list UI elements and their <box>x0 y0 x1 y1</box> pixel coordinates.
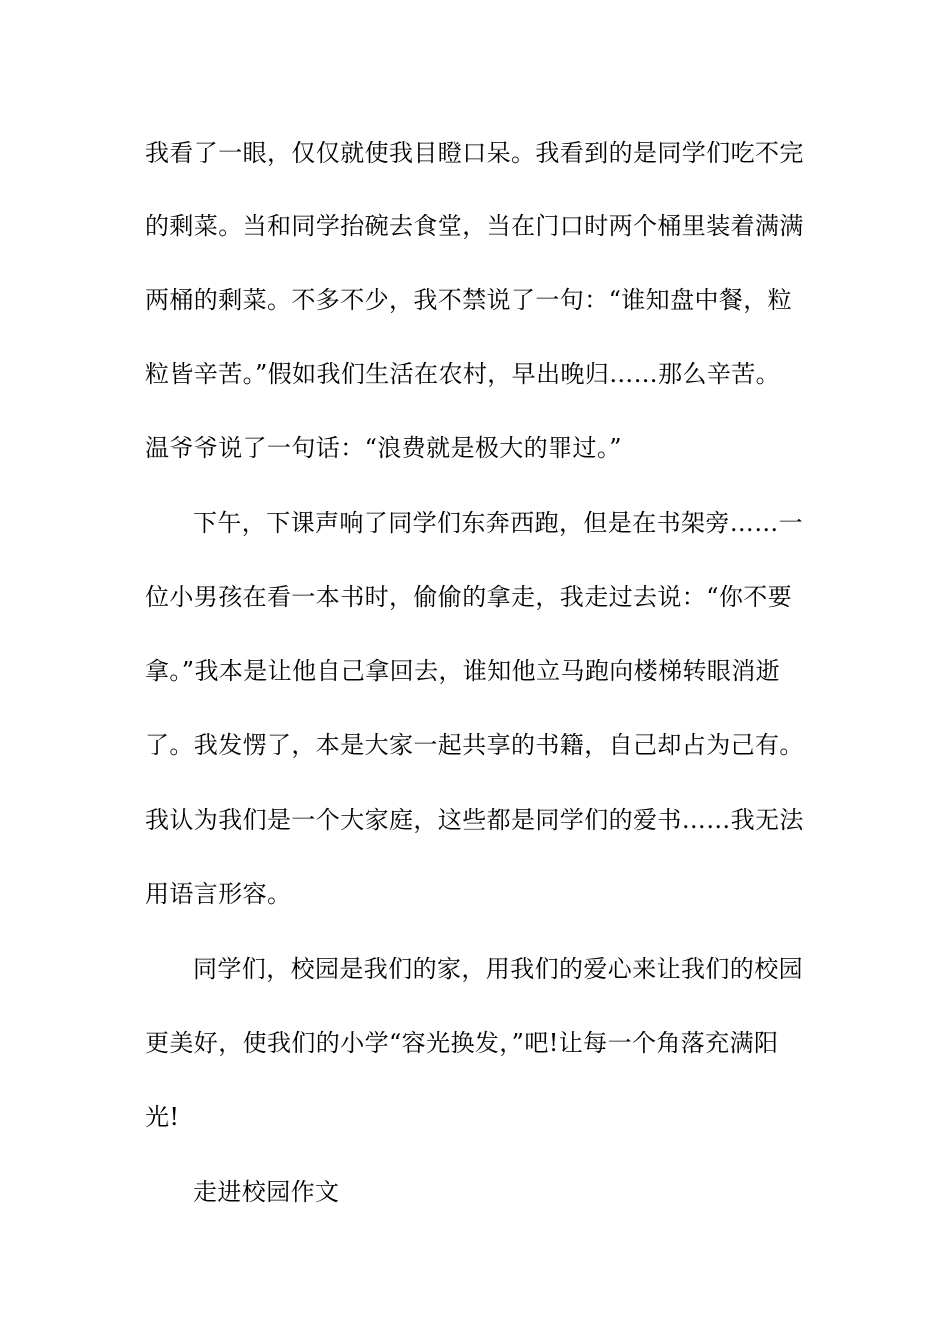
section-title: 走进校园作文 <box>193 1178 340 1206</box>
text-line: 更美好，使我们的小学“容光换发，”吧!让每一个角落充满阳 <box>145 1029 779 1057</box>
text-line: 位小男孩在看一本书时，偷偷的拿走，我走过去说：“你不要 <box>145 583 793 611</box>
text-line: 同学们，校园是我们的家，用我们的爱心来让我们的校园 <box>193 955 803 983</box>
text-line: 拿。”我本是让他自己拿回去，谁知他立马跑向楼梯转眼消逝 <box>145 657 781 685</box>
text-line: 光! <box>145 1103 180 1131</box>
text-line: 用语言形容。 <box>145 880 292 908</box>
text-line: 两桶的剩菜。不多不少，我不禁说了一句：“谁知盘中餐，粒 <box>145 286 793 314</box>
text-line: 我看了一眼，仅仅就使我目瞪口呆。我看到的是同学们吃不完 <box>145 139 804 167</box>
text-line: 了。我发愣了，本是大家一起共享的书籍，自己却占为己有。 <box>145 731 804 759</box>
text-line: 粒皆辛苦。”假如我们生活在农村，早出晚归……那么辛苦。 <box>145 360 781 388</box>
text-line: 的剩菜。当和同学抬碗去食堂，当在门口时两个桶里装着满满 <box>145 212 804 240</box>
text-line: 我认为我们是一个大家庭，这些都是同学们的爱书……我无法 <box>145 806 804 834</box>
text-line: 温爷爷说了一句话：“浪费就是极大的罪过。” <box>145 434 622 462</box>
text-line: 下午，下课声响了同学们东奔西跑，但是在书架旁……一 <box>193 509 803 537</box>
